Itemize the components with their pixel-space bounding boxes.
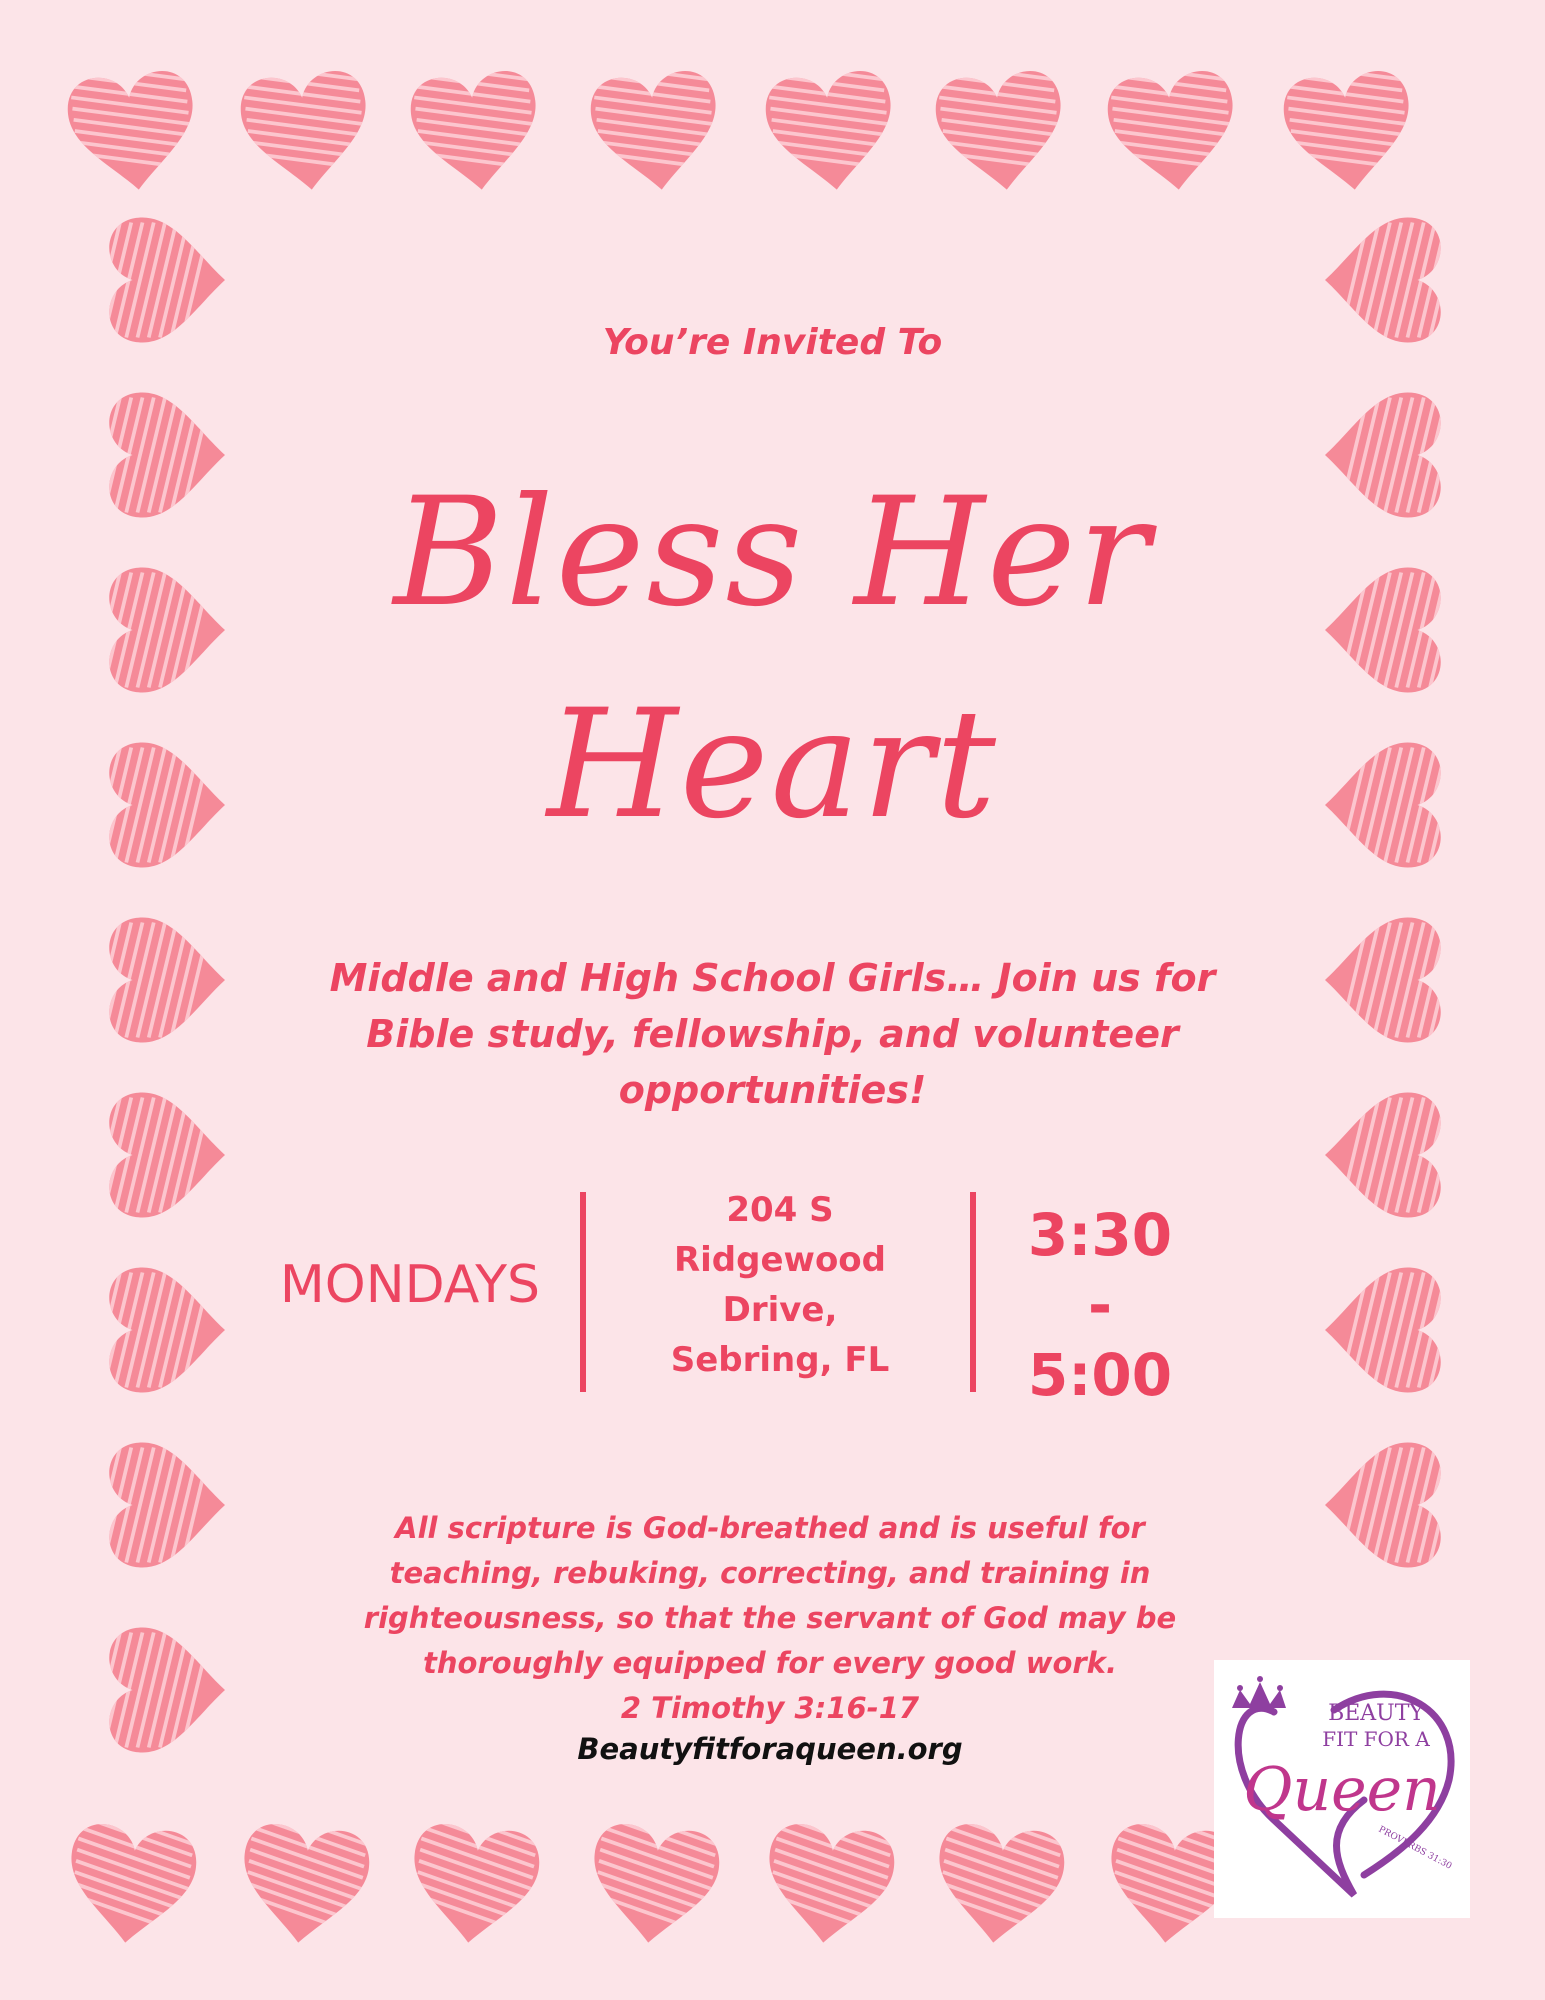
- divider-left: [580, 1192, 586, 1392]
- scribble-heart-icon: [63, 1804, 201, 1949]
- scribble-heart-icon: [236, 51, 374, 196]
- time-end: 5:00: [1027, 1341, 1173, 1409]
- time-separator: -: [1087, 1271, 1113, 1339]
- address-line: Ridgewood: [673, 1240, 887, 1280]
- scribble-heart-icon: [236, 1804, 374, 1949]
- scribble-heart-icon: [1325, 918, 1458, 1043]
- logo-line-3: Queen: [1243, 1755, 1441, 1825]
- scribble-heart-icon: [761, 1804, 899, 1949]
- divider-right: [970, 1192, 976, 1392]
- title-line-1: Bless Her: [393, 466, 1152, 640]
- scribble-heart-icon: [63, 51, 201, 196]
- address-line: Drive,: [722, 1290, 838, 1330]
- scribble-heart-icon: [931, 1804, 1069, 1949]
- verse-reference: 2 Timothy 3:16-17: [620, 1691, 920, 1725]
- scribble-heart-icon: [931, 51, 1069, 196]
- verse-line: righteousness, so that the servant of God may be: [363, 1601, 1177, 1635]
- address: [600, 1185, 960, 1385]
- scribble-heart-icon: [761, 51, 899, 196]
- scribble-heart-icon: [1325, 1268, 1458, 1393]
- scribble-heart-icon: [93, 1093, 226, 1218]
- verse-line: thoroughly equipped for every good work.: [423, 1646, 1117, 1680]
- scribble-heart-icon: [1103, 51, 1241, 196]
- scribble-heart-icon: [406, 1804, 544, 1949]
- scribble-heart-icon: [586, 1804, 724, 1949]
- logo-line-1: BEAUTY: [1328, 1701, 1424, 1726]
- title-line-2: Heart: [547, 678, 998, 852]
- scribble-heart-icon: [93, 918, 226, 1043]
- description: Middle and High School Girls… Join us for Bible study, fellowship, and volunteer opportunities!: [329, 956, 1216, 1112]
- logo-line-2: FIT FOR A: [1322, 1727, 1430, 1751]
- scribble-heart-icon: [1279, 51, 1417, 196]
- logo-tagline: PROVERBS 31:30: [1376, 1824, 1454, 1872]
- scripture-verse: [320, 1506, 1220, 1731]
- address-line: 204 S: [726, 1190, 834, 1230]
- scribble-heart-icon: [93, 1628, 226, 1753]
- scribble-heart-icon: [1325, 1093, 1458, 1218]
- scribble-heart-icon: [93, 1443, 226, 1568]
- time-start: 3:30: [1027, 1201, 1173, 1269]
- meeting-day: MONDAYS: [279, 1255, 541, 1315]
- invite-line: You’re Invited To: [602, 322, 943, 363]
- verse-line: All scripture is God-breathed and is useful for: [395, 1511, 1145, 1545]
- scribble-heart-icon: [586, 51, 724, 196]
- scribble-heart-icon: [93, 1268, 226, 1393]
- website-link[interactable]: Beautyfitforaqueen.org: [577, 1732, 963, 1766]
- meeting-time: [990, 1200, 1210, 1410]
- verse-line: teaching, rebuking, correcting, and training in: [389, 1556, 1151, 1590]
- address-line: Sebring, FL: [670, 1340, 890, 1380]
- beauty-fit-for-a-queen-logo: [1214, 1660, 1470, 1918]
- scribble-heart-icon: [406, 51, 544, 196]
- scribble-heart-icon: [1325, 1443, 1458, 1568]
